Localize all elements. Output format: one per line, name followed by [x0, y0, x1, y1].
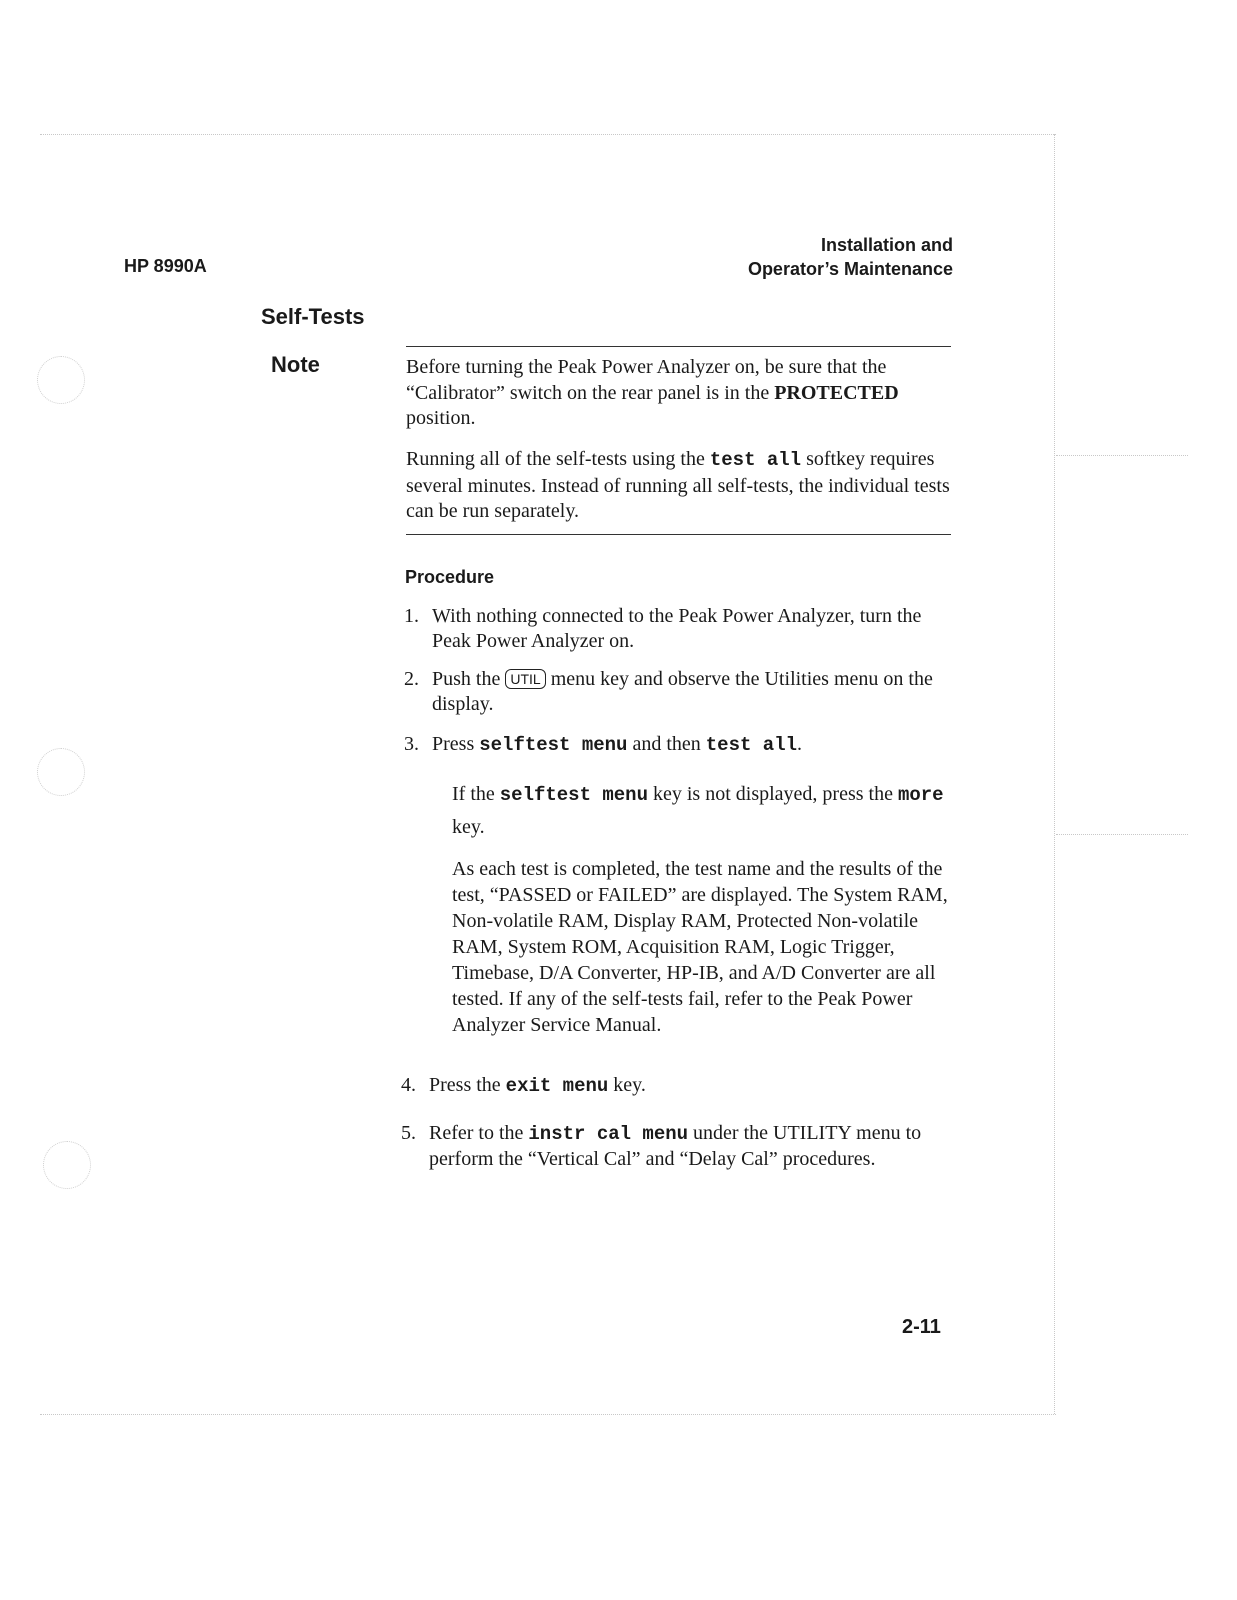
softkey-instr-cal-menu: instr cal menu: [528, 1123, 689, 1145]
step-text: With nothing connected to the Peak Power Analyzer, turn the Peak Power Analyzer on.: [432, 605, 922, 652]
page-trim-top: [40, 134, 1056, 135]
softkey-selftest-menu: selftest menu: [499, 784, 648, 806]
procedure-title: Procedure: [405, 567, 495, 587]
header-chapter-line2: Operator’s Maintenance: [747, 259, 953, 279]
softkey-selftest-menu: selftest menu: [479, 734, 628, 756]
note-paragraph-2: Running all of the self-tests using the test all softkey requires several minutes. Instead of running all self-tests, the individual tests can be run separately.: [406, 448, 950, 522]
punch-hole: [43, 1141, 91, 1189]
step-number: 4.: [401, 1074, 416, 1096]
step-text: Press selftest menu and then test all.: [432, 733, 802, 756]
step-text: Press the exit menu key.: [429, 1074, 646, 1097]
step-number: 1.: [404, 605, 419, 627]
step-number: 3.: [404, 733, 419, 755]
step-text: Push the UTIL menu key and observe the Utilities menu on the display.: [432, 668, 933, 715]
page-trim-bottom: [40, 1414, 1056, 1415]
header-chapter: [748, 233, 953, 281]
softkey-more: more: [897, 784, 944, 806]
step-3-note-2: As each test is completed, the test name and the results of the test, “PASSED or FAILED” are displayed. The System RAM, Non-volatile RAM, Display RAM, Protected Non-volatile RAM, System ROM, Acquisition RAM, Logic Trigger, Timebase, D/A Converter, HP-IB, and A/D Converter are all tested. If any of the self-tests fail, refer to the Peak Power Analyzer Service Manual.: [452, 858, 948, 1036]
softkey-exit-menu: exit menu: [505, 1075, 609, 1097]
header-model: HP 8990A: [124, 256, 207, 276]
punch-hole: [37, 356, 85, 404]
step-3-note-1: If the selftest menu key is not displayed, press the more key.: [452, 783, 944, 838]
page-number: 2-11: [902, 1316, 941, 1338]
note-bottom-rule: [406, 534, 951, 535]
index-tab-line: [1056, 834, 1188, 835]
util-key-icon: UTIL: [505, 669, 545, 689]
section-title: Self-Tests: [261, 304, 365, 329]
note-paragraph-1: Before turning the Peak Power Analyzer on, be sure that the “Calibrator” switch on the rear panel is in the PROTECTED position.: [406, 356, 899, 429]
note-label: Note: [271, 352, 320, 377]
index-tab-line: [1056, 455, 1188, 456]
softkey-test-all: test all: [709, 449, 802, 471]
step-number: 2.: [404, 668, 419, 690]
page-trim-right: [1054, 134, 1055, 1414]
step-text: Refer to the instr cal menu under the UTILITY menu to perform the “Vertical Cal” and “Delay Cal” procedures.: [429, 1122, 922, 1170]
punch-hole: [37, 748, 85, 796]
header-chapter-line1: Installation and: [820, 235, 953, 255]
protected-label: PROTECTED: [774, 381, 899, 404]
step-number: 5.: [401, 1122, 416, 1144]
softkey-test-all: test all: [705, 734, 797, 756]
note-top-rule: [406, 346, 951, 347]
